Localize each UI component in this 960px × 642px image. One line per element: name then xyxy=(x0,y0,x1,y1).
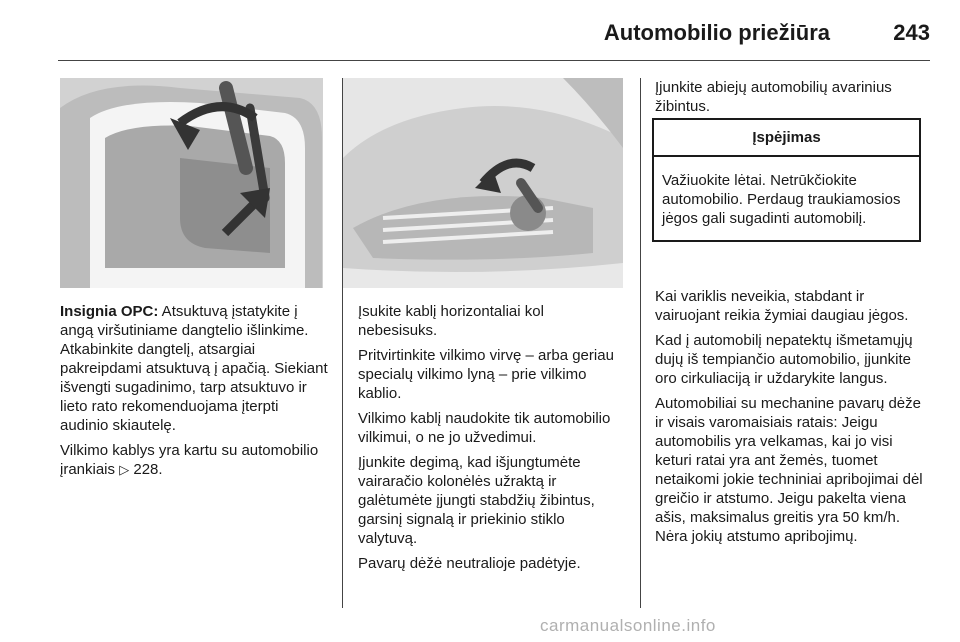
page-header-title: Automobilio priežiūra xyxy=(603,20,830,45)
header-rule xyxy=(58,60,930,61)
paragraph: Vilkimo kablį naudokite tik automobilio vilkimui, o ne jo užvedimui. xyxy=(358,410,611,446)
warning-box xyxy=(652,118,921,242)
page-reference-icon: ▷ xyxy=(119,462,130,477)
column-3-intro xyxy=(655,78,923,122)
paragraph: Įjunkite degimą, kad išjungtumėte vairaračio kolonėlės užraktą ir galėtumėte įjungti stabdžių žibintus, garsinį signalą ir priekinio stiklo valytuvą. xyxy=(358,454,595,547)
page-reference[interactable]: 228. xyxy=(133,461,163,478)
paragraph: Pritvirtinkite vilkimo virvę – arba geriau specialų vilkimo lyną – prie vilkimo kablio. xyxy=(358,347,614,402)
column-1 xyxy=(60,302,328,485)
column-2 xyxy=(358,302,626,579)
paragraph: Automobiliai su mechanine pavarų dėže ir visais varomaisiais ratais: Jeigu automobilis yra velkamas, kai jo visi keturi ratai yra ant žemės, tuomet netaikomi jokie techniniai apribojimai dėl greičio ir atstumo. Jeigu pakelta viena ašis, maksimalus greitis yra 50 km/h. Nėra jokių atstumo apribojimų. xyxy=(655,395,923,545)
paragraph: Pavarų dėžė neutralioje padėtyje. xyxy=(358,555,581,572)
insignia-opc-label: Insignia OPC: xyxy=(60,303,159,320)
watermark: carmanualsonline.info xyxy=(540,616,716,635)
paragraph: Įsukite kablį horizontaliai kol nebesisuks. xyxy=(358,303,544,339)
warning-title: Įspėjimas xyxy=(654,120,919,157)
towing-eye-location-paragraph: Vilkimo kablys yra kartu su automobilio įrankiais ▷ 228. xyxy=(60,442,319,478)
paragraph: Kad į automobilį nepatektų išmetamųjų dujų iš tempiančio automobilio, įjunkite oro cirkuliaciją ir uždarykite langus. xyxy=(655,332,913,387)
paragraph: Kai variklis neveikia, stabdant ir vairuojant reikia žymiai daugiau jėgos. xyxy=(655,288,909,324)
page-number: 243 xyxy=(893,20,930,45)
column-divider-2 xyxy=(640,78,641,608)
column-3 xyxy=(655,287,930,552)
figure-cover-screwdriver xyxy=(60,78,323,288)
warning-body: Važiuokite lėtai. Netrūkčiokite automobilio. Perdaug traukiamosios jėgos gali sugadinti automobilį. xyxy=(662,172,901,227)
figure-towing-hook xyxy=(343,78,623,288)
hazard-lights-paragraph: Įjunkite abiejų automobilių avarinius žibintus. xyxy=(655,79,892,115)
cover-removal-paragraph: Insignia OPC: Atsuktuvą įstatykite į angą viršutiniame dangtelio išlinkime. Atkabinkite dangtelį, atsargiai pakreipdami atsuktuvą į apačią. Siekiant išvengti sugadinimo, tarp atsuktuvo ir lieto rato rekomenduojama įterpti audinio skiautelę. xyxy=(60,303,328,434)
